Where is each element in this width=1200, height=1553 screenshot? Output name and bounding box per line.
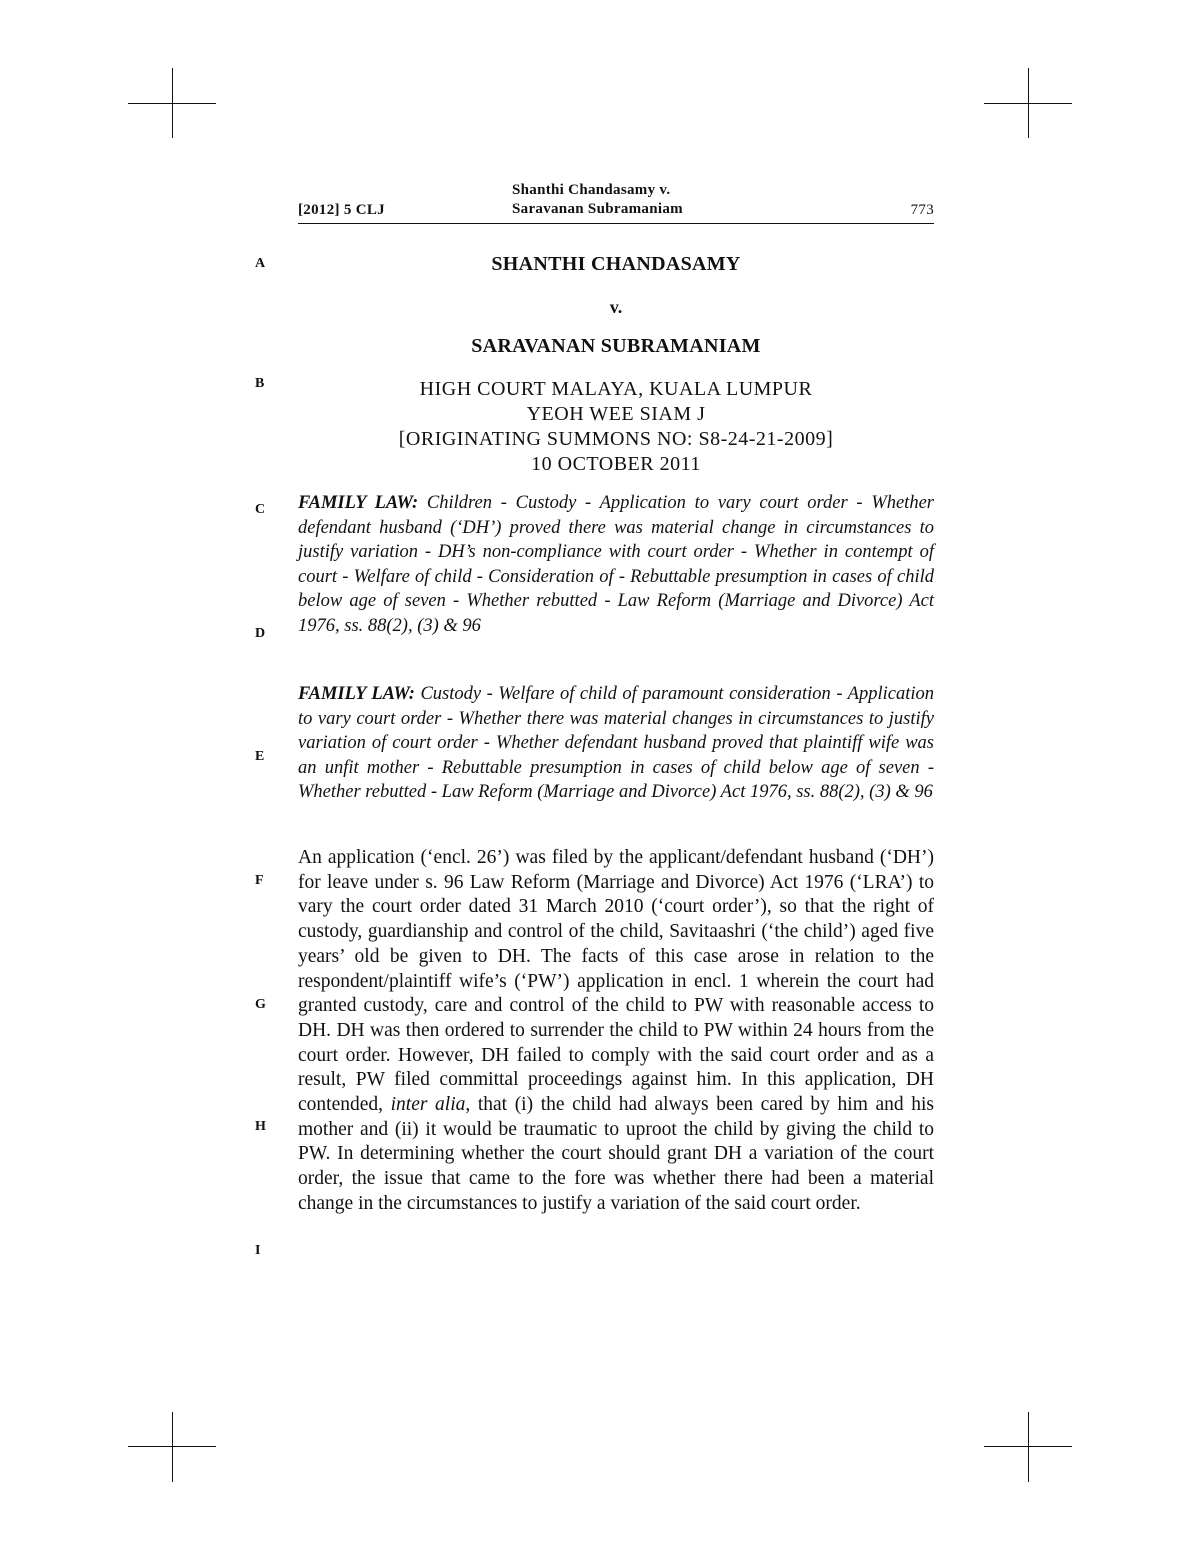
decision-date: 10 OCTOBER 2011 — [531, 453, 701, 475]
crop-mark-top-right-v — [1028, 68, 1029, 138]
summary-text-part2: , that (i) the child had always been cared by him and his mother and (ii) it would be traumatic to uproot the child by giving the child to PW. In determining whether the court should grant DH a variation of the court order, the issue that came to the fore was whether there had been a material change in the circumstances to justify a variation of the said court order. — [298, 1094, 934, 1214]
running-header — [298, 181, 934, 224]
summary-text-part1: An application (‘encl. 26’) was filed by the applicant/defendant husband (‘DH’) for leave under s. 96 Law Reform (Marriage and Divorce) Act 1976 (‘LRA’) to vary the court order dated 31 March 2010 (‘court order’), so that the right of custody, guardianship and control of the child, Savitaashri (‘the child’) aged five years’ old be given to DH. The facts of this case arose in relation to the respondent/plaintiff wife’s (‘PW’) application in encl. 1 wherein the court had granted custody, care and control of the child to PW with reasonable access to DH. DH was then ordered to surrender the child to PW within 24 hours from the court order. However, DH failed to comply with the said court order and as a result, PW filed committal proceedings against him. In this application, DH contended, — [298, 847, 934, 1116]
header-case-title-line2: Saravanan Subramaniam — [512, 201, 683, 217]
margin-letter-e: E — [255, 749, 265, 764]
margin-letter-d: D — [255, 626, 266, 641]
summary-paragraph — [298, 846, 934, 1217]
summons-number: [ORIGINATING SUMMONS NO: S8-24-21-2009] — [398, 428, 834, 450]
margin-letter-h: H — [255, 1119, 266, 1134]
margin-letter-a: A — [255, 256, 266, 271]
margin-letter-g: G — [255, 997, 266, 1012]
margin-letter-f: F — [255, 873, 264, 888]
header-case-title-line1: Shanthi Chandasamy v. — [512, 182, 671, 198]
header-page-number: 773 — [910, 202, 934, 218]
judge-name: YEOH WEE SIAM J — [526, 403, 706, 425]
catchword-paragraph-2 — [298, 682, 934, 805]
catchword-category: FAMILY LAW: — [298, 493, 419, 513]
court-details — [298, 377, 934, 477]
header-case-title — [512, 181, 683, 219]
plaintiff-name: SHANTHI CHANDASAMY — [491, 253, 741, 275]
header-citation: [2012] 5 CLJ — [298, 202, 385, 218]
versus: v. — [609, 297, 623, 317]
catchword-text: Custody - Welfare of child of paramount consideration - Application to vary court order - Whether there was material changes in circumstances to justify variation of court order - Whether defendant husband proved that plaintiff wife was an unfit mother - Rebuttable presumption in cases of child below age of seven - Whether rebutted - Law Reform (Marriage and Divorce) Act 1976, ss. 88(2), (3) & 96 — [298, 684, 935, 803]
crop-mark-bottom-right-v — [1028, 1412, 1029, 1482]
defendant-name: SARAVANAN SUBRAMANIAM — [471, 335, 761, 357]
margin-letter-c: C — [255, 502, 266, 517]
catchword-category: FAMILY LAW: — [298, 684, 415, 704]
summary-italic-term: inter alia — [390, 1094, 466, 1116]
catchword-paragraph-1 — [298, 491, 934, 639]
court-name: HIGH COURT MALAYA, KUALA LUMPUR — [419, 378, 813, 400]
crop-mark-top-left-v — [172, 68, 173, 138]
catchword-text: Children - Custody - Application to vary court order - Whether defendant husband (‘DH’) proved there was material change in circumstances to justify variation - DH’s non-compliance with court order - Whether in contempt of court - Welfare of child - Consideration of - Rebuttable presumption in cases of child below age of seven - Whether rebutted - Law Reform (Marriage and Divorce) Act 1976, ss. 88(2), (3) & 96 — [298, 493, 934, 636]
crop-mark-bottom-left-v — [172, 1412, 173, 1482]
margin-letter-i: I — [255, 1243, 261, 1258]
margin-letter-b: B — [255, 376, 265, 391]
